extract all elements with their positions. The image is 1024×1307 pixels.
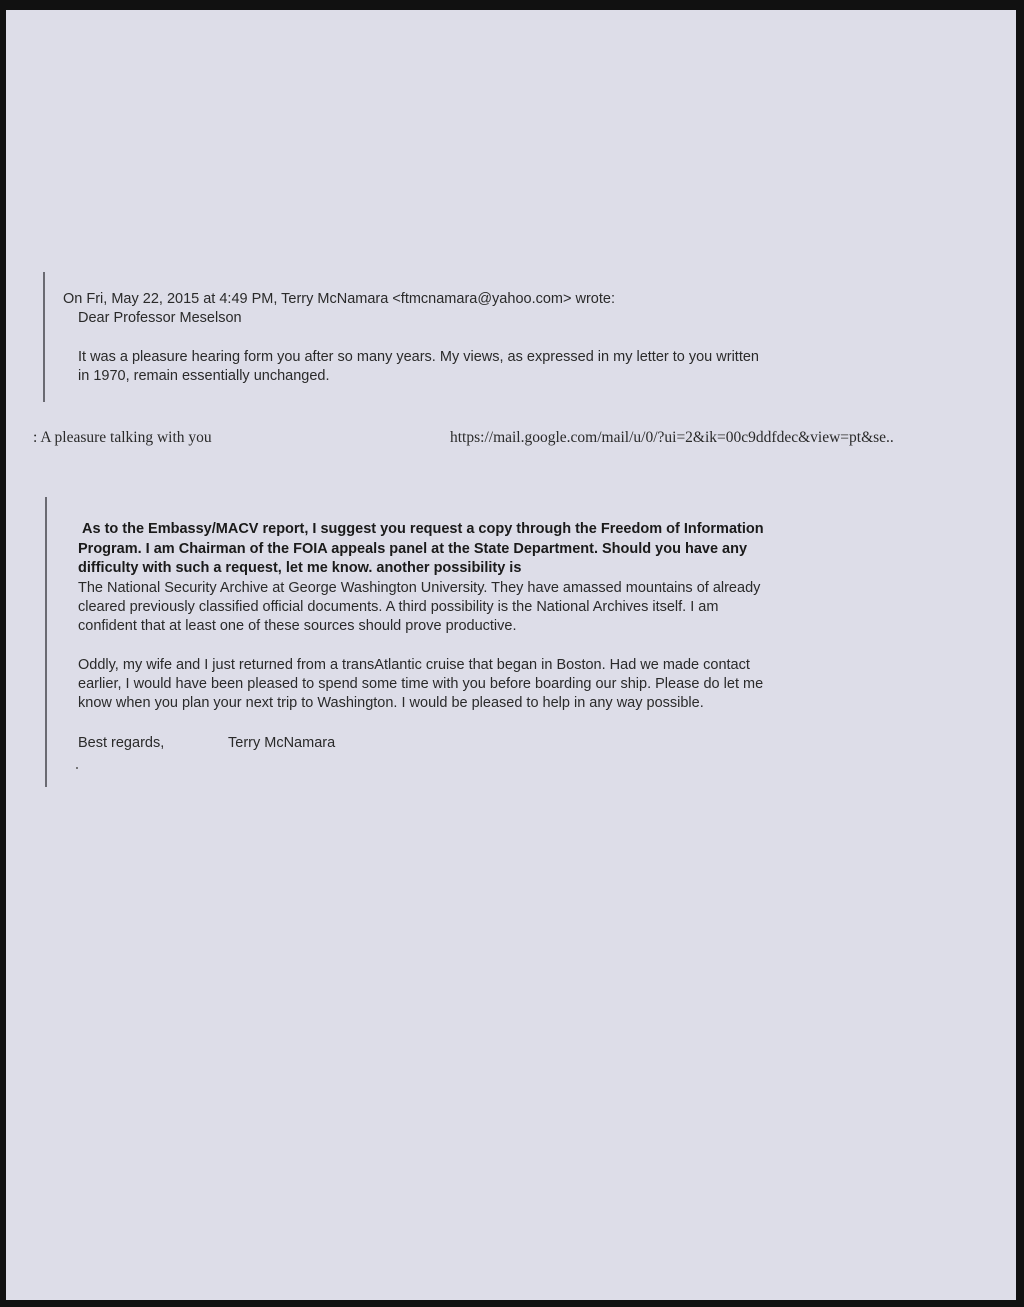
- stray-mark: [76, 767, 78, 769]
- bold-line-1: As to the Embassy/MACV report, I suggest you request a copy through the Freedom of Information: [82, 521, 764, 537]
- print-header-subject: : A pleasure talking with you: [33, 429, 212, 446]
- signature: Terry McNamara: [228, 735, 336, 751]
- paragraph1-line2: in 1970, remain essentially unchanged.: [78, 368, 330, 384]
- paragraph2-line3: know when you plan your next trip to Washington. I would be pleased to help in any way possible.: [78, 695, 704, 711]
- body-line-4: The National Security Archive at George Washington University. They have amassed mountains of already: [78, 580, 761, 596]
- closing: Best regards,: [78, 735, 165, 751]
- bold-line-2: Program. I am Chairman of the FOIA appeals panel at the State Department. Should you have any: [78, 541, 748, 557]
- quote-bar-lower: [45, 497, 47, 787]
- paragraph2-line2: earlier, I would have been pleased to spend some time with you before boarding our ship. Please do let me: [78, 676, 764, 692]
- bold-line-3: difficulty with such a request, let me know. another possibility is: [78, 560, 522, 576]
- quote-attribution: On Fri, May 22, 2015 at 4:49 PM, Terry McNamara <ftmcnamara@yahoo.com> wrote:: [63, 291, 615, 307]
- scanned-page: [6, 10, 1016, 1300]
- paragraph2-line1: Oddly, my wife and I just returned from a transAtlantic cruise that began in Boston. Had we made contact: [78, 657, 750, 673]
- print-header-url: https://mail.google.com/mail/u/0/?ui=2&ik=00c9ddfdec&view=pt&se..: [450, 429, 894, 446]
- quote-bar-upper: [43, 272, 45, 402]
- salutation: Dear Professor Meselson: [78, 310, 242, 326]
- body-line-6: confident that at least one of these sources should prove productive.: [78, 618, 517, 634]
- paragraph1-line1: It was a pleasure hearing form you after so many years. My views, as expressed in my letter to you written: [78, 349, 759, 365]
- body-line-5: cleared previously classified official documents. A third possibility is the National Archives itself. I am: [78, 599, 719, 615]
